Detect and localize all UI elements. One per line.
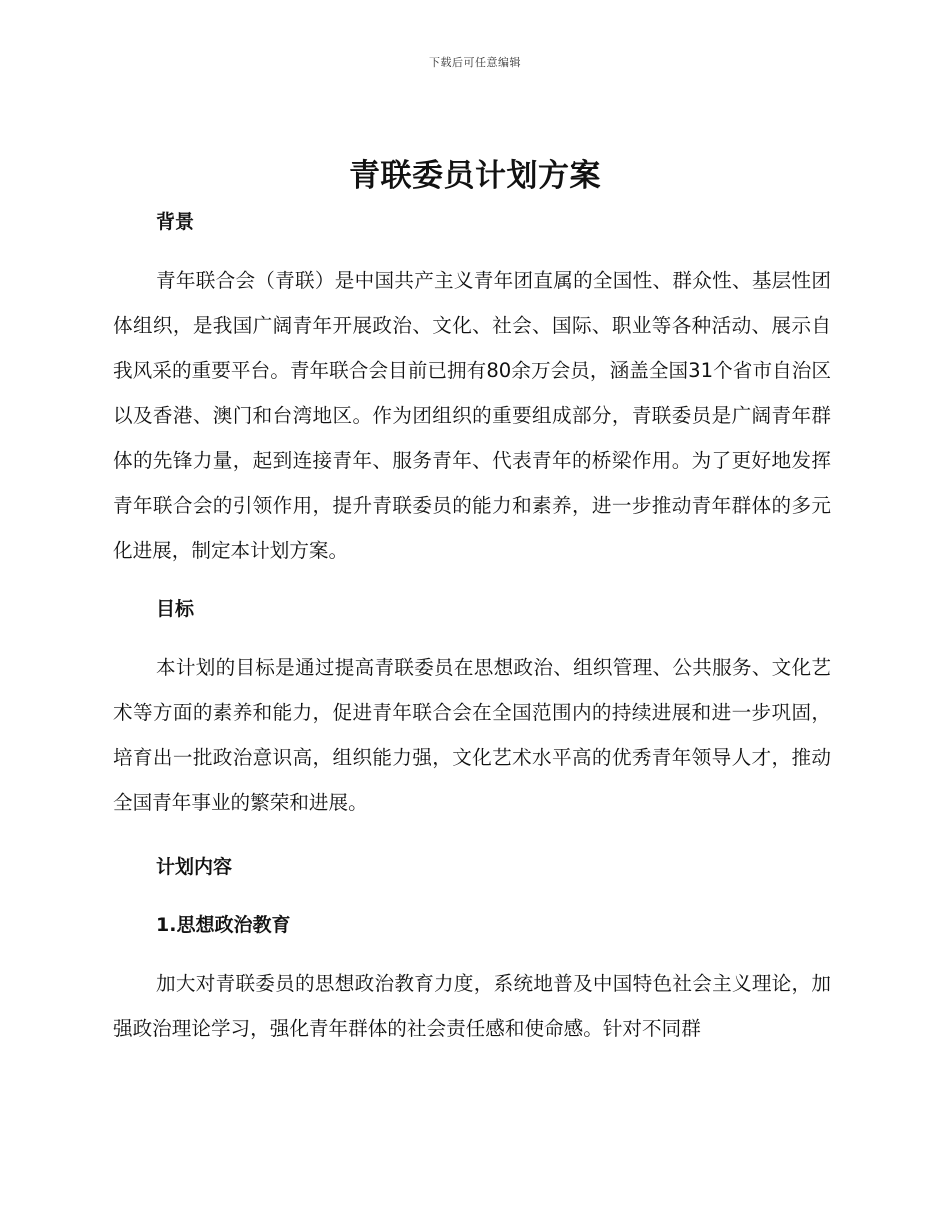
document-body bbox=[113, 200, 831, 1051]
section-heading-goal: 目标 bbox=[156, 598, 195, 620]
document-title: 青联委员计划方案 bbox=[349, 158, 601, 194]
page-header: 下载后可任意编辑 bbox=[429, 56, 521, 69]
paragraph-ideological-education: 加大对青联委员的思想政治教育力度，系统地普及中国特色社会主义理论，加强政治理论学习，强化青年群体的社会责任感和使命感。针对不同群 bbox=[113, 972, 831, 1040]
section-heading-plan: 计划内容 bbox=[156, 856, 233, 878]
subsection-heading-ideological-education: 1.思想政治教育 bbox=[156, 914, 291, 936]
paragraph-goal: 本计划的目标是通过提高青联委员在思想政治、组织管理、公共服务、文化艺术等方面的素养和能力，促进青年联合会在全国范围内的持续进展和进一步巩固，培育出一批政治意识高，组织能力强，文化艺术水平高的优秀青年领导人才，推动全国青年事业的繁荣和进展。 bbox=[113, 656, 831, 814]
paragraph-background: 青年联合会（青联）是中国共产主义青年团直属的全国性、群众性、基层性团体组织，是我国广阔青年开展政治、文化、社会、国际、职业等各种活动、展示自我风采的重要平台。青年联合会目前已拥有80余万会员，涵盖全国31个省市自治区以及香港、澳门和台湾地区。作为团组织的重要组成部分，青联委员是广阔青年群体的先锋力量，起到连接青年、服务青年、代表青年的桥梁作用。为了更好地发挥青年联合会的引领作用，提升青联委员的能力和素养，进一步推动青年群体的多元化进展，制定本计划方案。 bbox=[113, 269, 831, 562]
section-heading-background: 背景 bbox=[156, 211, 195, 233]
